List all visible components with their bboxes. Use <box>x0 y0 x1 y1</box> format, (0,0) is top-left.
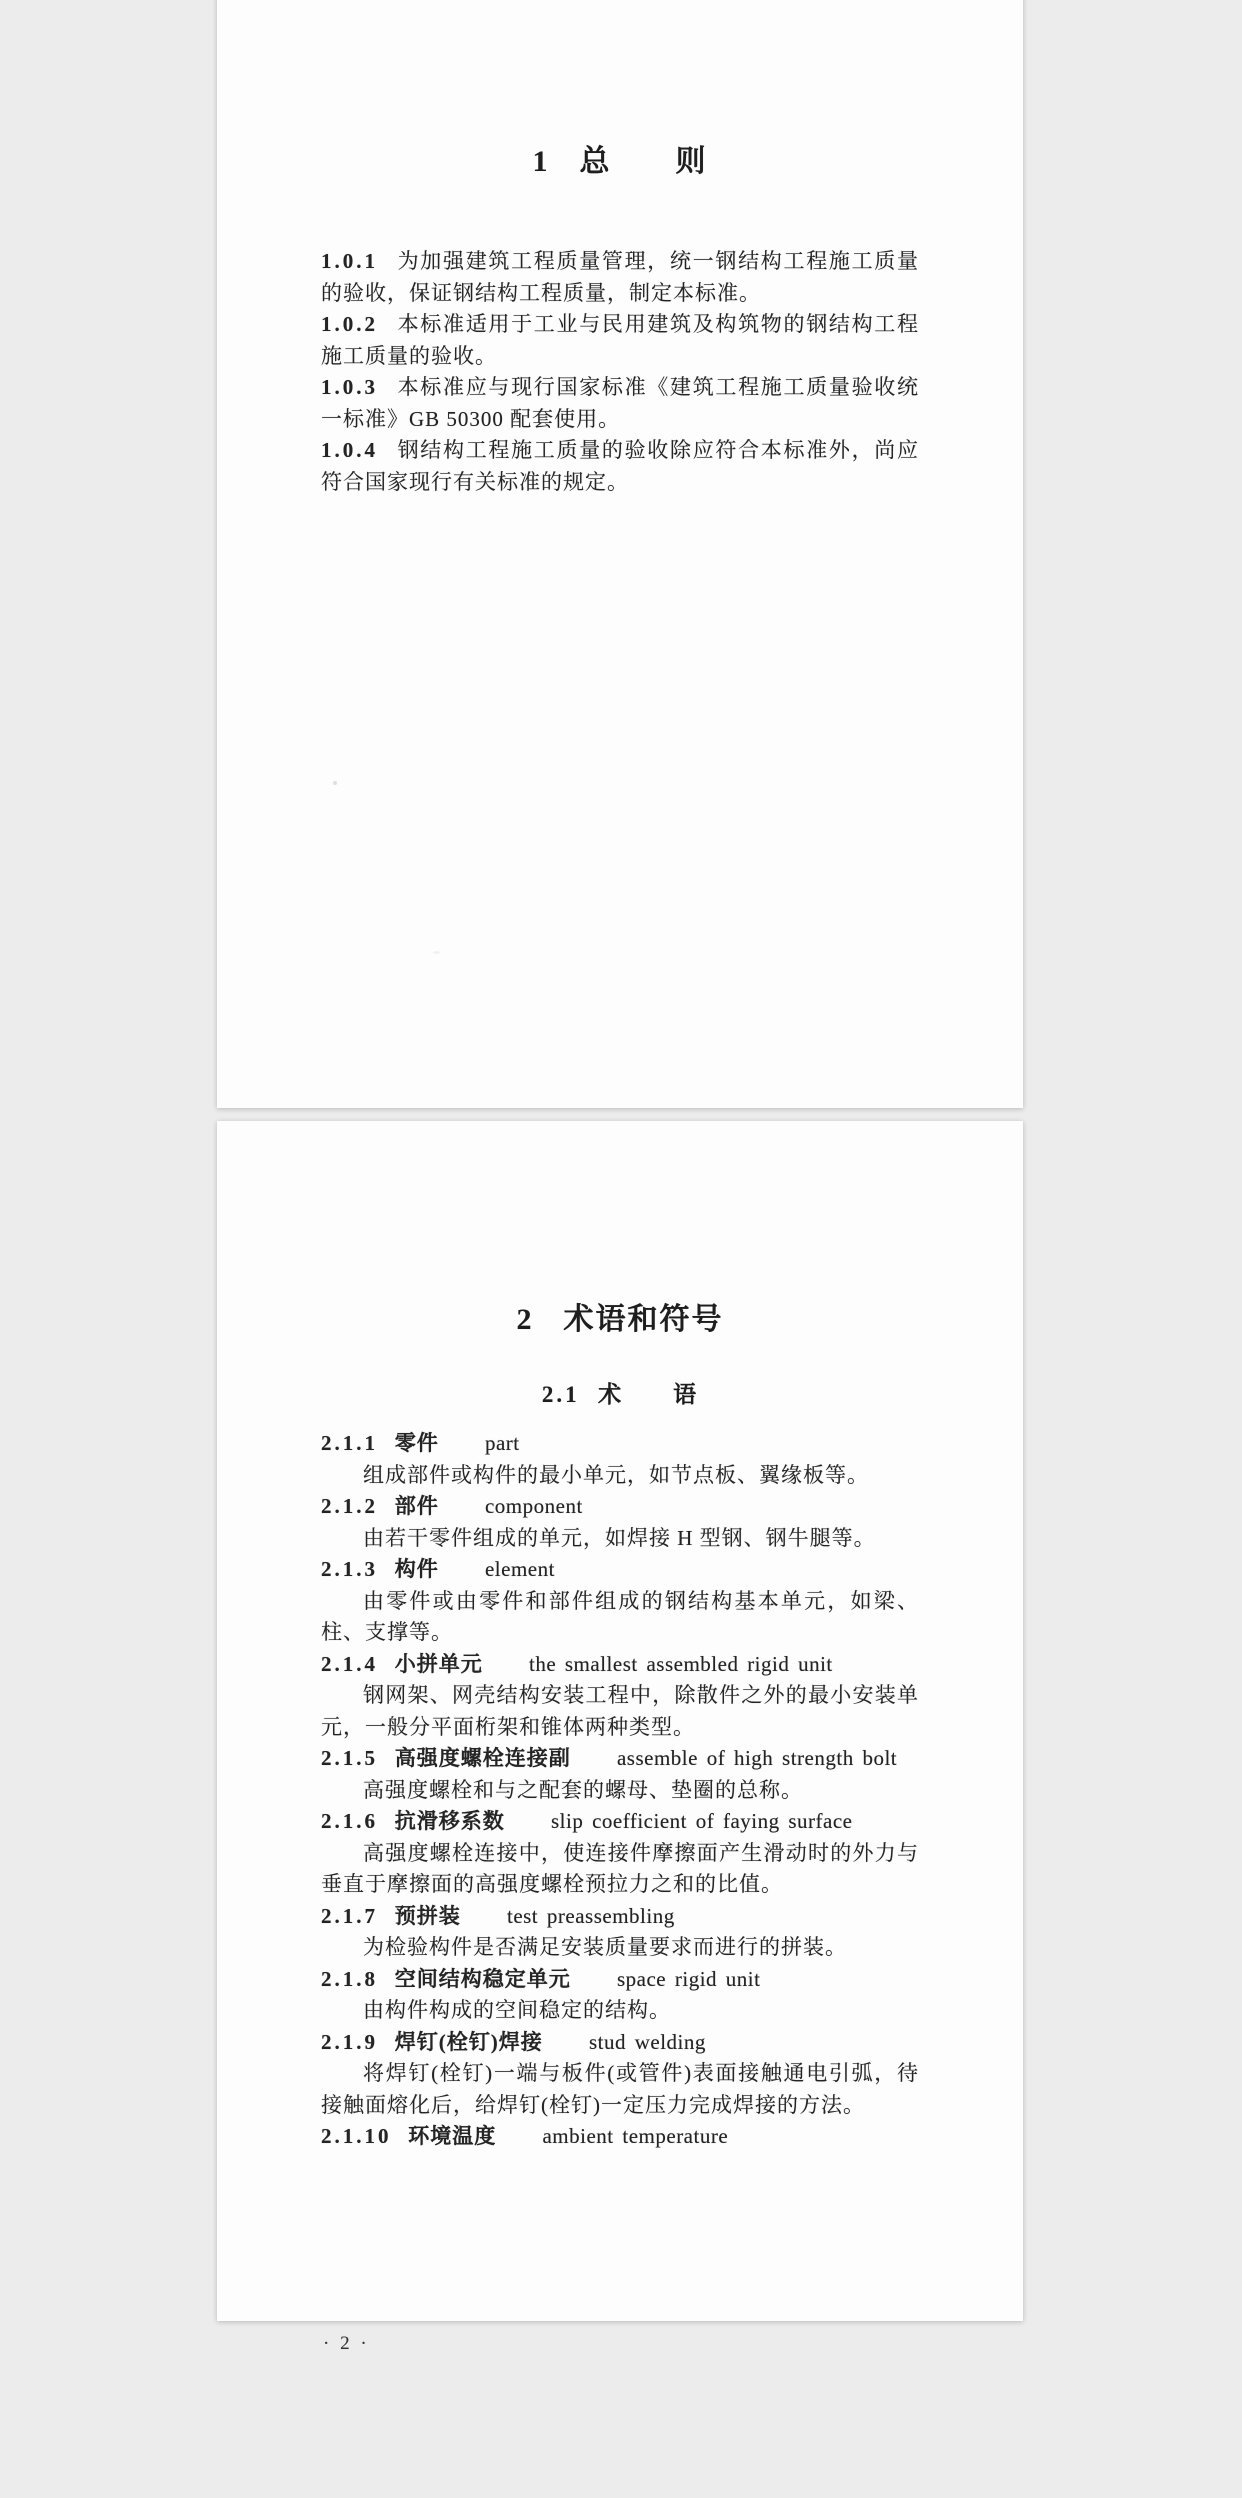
term-entry <box>321 1428 919 1491</box>
term-definition: 钢网架、网壳结构安装工程中，除散件之外的最小安装单元，一般分平面桁架和锥体两种类型。 <box>321 1683 919 1739</box>
term-entry <box>321 1964 919 2027</box>
term-entry <box>321 2121 919 2153</box>
section-2-1-number: 2.1 <box>541 1382 580 1407</box>
clause-number: 1.0.3 <box>321 375 378 399</box>
clause-paragraph <box>321 309 919 372</box>
clause-number: 1.0.2 <box>321 312 378 336</box>
term-entry <box>321 1491 919 1554</box>
term-chinese: 高强度螺栓连接副 <box>394 1746 571 1770</box>
term-heading <box>321 1428 919 1460</box>
clause-list <box>321 246 919 498</box>
term-chinese: 部件 <box>394 1494 439 1518</box>
term-number: 2.1.5 <box>321 1746 378 1770</box>
page-2-content <box>217 1298 1023 2498</box>
term-number: 2.1.7 <box>321 1903 378 1928</box>
term-heading <box>321 2121 919 2153</box>
chapter-2-number: 2 <box>516 1303 534 1336</box>
term-heading <box>321 2027 919 2059</box>
chapter-2-title <box>321 1298 919 1342</box>
term-number: 2.1.1 <box>321 1431 378 1455</box>
chapter-1-title <box>321 140 919 184</box>
term-entry <box>321 1649 919 1744</box>
clause-text: 本标准适用于工业与民用建筑及构筑物的钢结构工程施工质量的验收。 <box>321 312 919 368</box>
term-definition: 高强度螺栓和与之配套的螺母、垫圈的总称。 <box>363 1777 803 1802</box>
term-chinese: 预拼装 <box>394 1903 461 1928</box>
term-entry <box>321 2027 919 2122</box>
term-chinese: 构件 <box>394 1557 439 1581</box>
section-2-1-title-text: 术 语 <box>598 1382 699 1407</box>
term-english: slip coefficient of faying surface <box>550 1809 853 1833</box>
term-heading <box>321 1649 919 1681</box>
clause-text: 钢结构工程施工质量的验收除应符合本标准外，尚应符合国家现行有关标准的规定。 <box>321 438 919 494</box>
term-heading <box>321 1901 919 1933</box>
clause-number: 1.0.4 <box>321 438 378 462</box>
term-heading <box>321 1964 919 1996</box>
term-english: space rigid unit <box>616 1966 761 1991</box>
term-chinese: 空间结构稳定单元 <box>394 1966 571 1991</box>
clause-number: 1.0.1 <box>321 249 378 273</box>
clause-text: 为加强建筑工程质量管理，统一钢结构工程施工质量的验收，保证钢结构工程质量，制定本标准。 <box>321 249 919 305</box>
clause-paragraph <box>321 372 919 435</box>
term-chinese: 零件 <box>394 1431 439 1455</box>
term-definition: 高强度螺栓连接中，使连接件摩擦面产生滑动时的外力与垂直于摩擦面的高强度螺栓预拉力之和的比值。 <box>321 1840 919 1896</box>
term-english: part <box>484 1431 520 1455</box>
chapter-1-title-text: 总 则 <box>579 145 708 178</box>
page-1-content <box>217 140 1023 1268</box>
term-english: assemble of high strength bolt <box>616 1746 898 1770</box>
term-number: 2.1.8 <box>321 1966 378 1991</box>
scan-speck <box>433 951 440 954</box>
term-number: 2.1.2 <box>321 1494 378 1518</box>
term-english: test preassembling <box>506 1903 675 1928</box>
term-number: 2.1.3 <box>321 1557 378 1581</box>
term-number: 2.1.4 <box>321 1651 378 1676</box>
page-2 <box>217 1121 1023 2354</box>
term-heading <box>321 1806 919 1838</box>
term-entry <box>321 1743 919 1806</box>
term-entry <box>321 1901 919 1964</box>
term-number: 2.1.9 <box>321 2029 378 2054</box>
term-chinese: 环境温度 <box>408 2124 497 2148</box>
chapter-1-number: 1 <box>532 145 550 178</box>
term-chinese: 抗滑移系数 <box>394 1809 505 1833</box>
term-definition: 由构件构成的空间稳定的结构。 <box>363 1998 671 2022</box>
term-definition: 由零件或由零件和部件组成的钢结构基本单元，如梁、柱、支撑等。 <box>321 1588 919 1644</box>
term-english: stud welding <box>588 2029 706 2054</box>
scan-speck <box>333 781 337 785</box>
term-definition: 组成部件或构件的最小单元，如节点板、翼缘板等。 <box>363 1462 869 1487</box>
page-1 <box>217 0 1023 1108</box>
term-english: ambient temperature <box>542 2124 729 2148</box>
term-heading <box>321 1554 919 1586</box>
term-chinese: 小拼单元 <box>394 1651 483 1676</box>
term-number: 2.1.6 <box>321 1809 378 1833</box>
term-heading <box>321 1491 919 1523</box>
clause-paragraph <box>321 435 919 498</box>
term-list <box>321 1428 919 2153</box>
clause-text: 本标准应与现行国家标准《建筑工程施工质量验收统一标准》GB 50300 配套使用。 <box>321 375 919 431</box>
term-definition: 为检验构件是否满足安装质量要求而进行的拼装。 <box>363 1935 847 1959</box>
term-english: the smallest assembled rigid unit <box>528 1651 833 1676</box>
page-2-page-number: · 2 · <box>323 2333 370 2354</box>
term-definition: 将焊钉(栓钉)一端与板件(或管件)表面接触通电引弧，待接触面熔化后，给焊钉(栓钉)一定压力完成焊接的方法。 <box>321 2061 919 2117</box>
term-entry <box>321 1806 919 1901</box>
clause-paragraph <box>321 246 919 309</box>
term-definition: 由若干零件组成的单元，如焊接 H 型钢、钢牛腿等。 <box>363 1525 876 1550</box>
term-chinese: 焊钉(栓钉)焊接 <box>394 2029 543 2054</box>
term-heading <box>321 1743 919 1775</box>
term-english: component <box>484 1494 583 1518</box>
section-2-1-title <box>321 1378 919 1412</box>
chapter-2-title-text: 术语和符号 <box>563 1303 724 1336</box>
term-english: element <box>484 1557 555 1581</box>
term-number: 2.1.10 <box>321 2124 392 2148</box>
term-entry <box>321 1554 919 1649</box>
